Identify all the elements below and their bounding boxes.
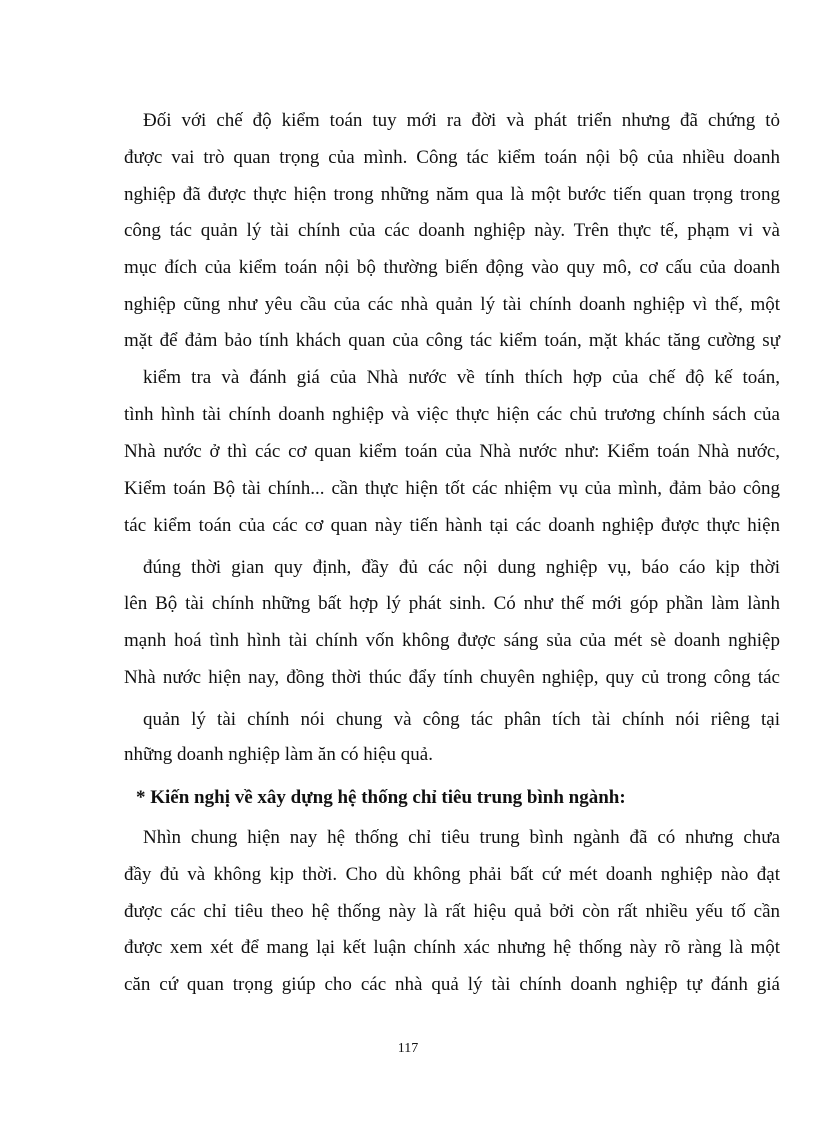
page-number: 117	[397, 1041, 419, 1056]
paragraph-3-line-3: mạnh hoá tình hình tài chính vốn không được sáng sủa của mét sè doanh nghiệp	[124, 630, 780, 651]
paragraph-2-line-3: Nhà nước ở thì các cơ quan kiểm toán của Nhà nước như: Kiểm toán Nhà nước,	[124, 441, 780, 462]
paragraph-3-line-2: lên Bộ tài chính những bất hợp lý phát sinh. Có như thế mới góp phần làm lành	[124, 593, 780, 614]
paragraph-5-line-3: được các chỉ tiêu theo hệ thống này là rất hiệu quả bởi còn rất nhiều yếu tố cần	[124, 901, 780, 922]
paragraph-1-line-7: mặt để đảm bảo tính khách quan của công tác kiểm toán, mặt khác tăng cường sự	[124, 330, 780, 351]
paragraph-1-line-4: công tác quản lý tài chính của các doanh nghiệp này. Trên thực tế, phạm vi và	[124, 220, 780, 241]
paragraph-4-line-1: quản lý tài chính nói chung và công tác phân tích tài chính nói riêng tại	[143, 709, 780, 730]
paragraph-2-line-5: tác kiểm toán của các cơ quan này tiến hành tại các doanh nghiệp được thực hiện	[124, 515, 780, 536]
paragraph-3-line-1: đúng thời gian quy định, đầy đủ các nội dung nghiệp vụ, báo cáo kịp thời	[143, 557, 780, 578]
paragraph-2-line-4: Kiểm toán Bộ tài chính... cần thực hiện tốt các nhiệm vụ của mình, đảm bảo công	[124, 478, 780, 499]
paragraph-5-line-5: căn cứ quan trọng giúp cho các nhà quả lý tài chính doanh nghiệp tự đánh giá	[124, 974, 780, 995]
paragraph-1-line-6: nghiệp cũng như yêu cầu của các nhà quản lý tài chính doanh nghiệp vì thế, một	[124, 294, 780, 315]
paragraph-2-line-1: kiểm tra và đánh giá của Nhà nước về tính thích hợp của chế độ kế toán,	[143, 367, 780, 388]
paragraph-5-line-2: đầy đủ và không kịp thời. Cho dù không phải bất cứ mét doanh nghiệp nào đạt	[124, 864, 780, 885]
paragraph-3-line-4: Nhà nước hiện nay, đồng thời thúc đẩy tính chuyên nghiệp, quy củ trong công tác	[124, 667, 780, 688]
paragraph-1-line-2: được vai trò quan trọng của mình. Công tác kiểm toán nội bộ của nhiều doanh	[124, 147, 780, 168]
section-heading: * Kiến nghị về xây dựng hệ thống chỉ tiêu trung bình ngành:	[136, 787, 626, 808]
paragraph-4-line-2: những doanh nghiệp làm ăn có hiệu quả.	[124, 744, 433, 765]
paragraph-1-line-5: mục đích của kiểm toán nội bộ thường biến động vào quy mô, cơ cấu của doanh	[124, 257, 780, 278]
paragraph-2-line-2: tình hình tài chính doanh nghiệp và việc thực hiện các chủ trương chính sách của	[124, 404, 780, 425]
paragraph-1-line-3: nghiệp đã được thực hiện trong những năm qua là một bước tiến quan trọng trong	[124, 184, 780, 205]
paragraph-5-line-1: Nhìn chung hiện nay hệ thống chỉ tiêu trung bình ngành đã có nhưng chưa	[143, 827, 780, 848]
paragraph-5-line-4: được xem xét để mang lại kết luận chính xác nhưng hệ thống này rõ ràng là một	[124, 937, 780, 958]
paragraph-1-line-1: Đối với chế độ kiểm toán tuy mới ra đời và phát triển nhưng đã chứng tỏ	[143, 110, 780, 131]
